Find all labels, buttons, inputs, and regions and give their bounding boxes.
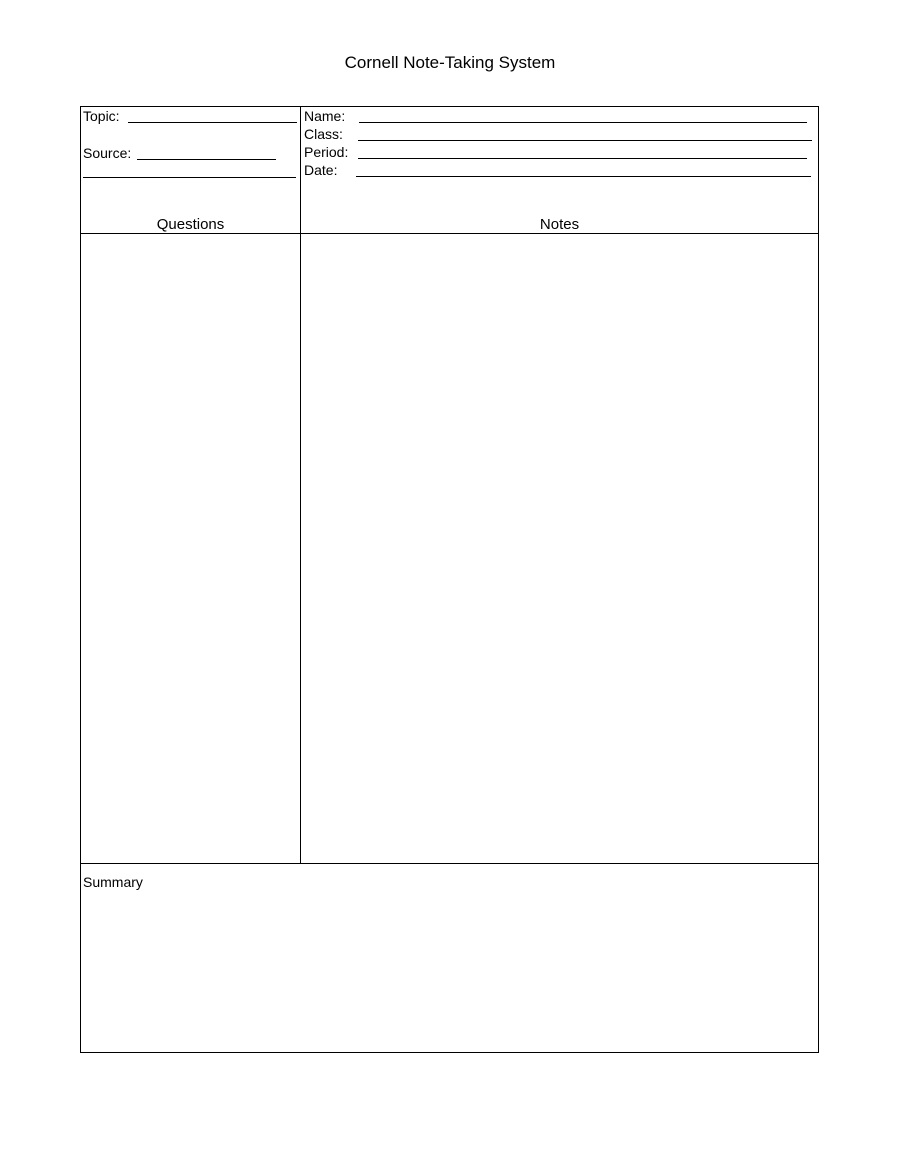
class-label: Class:	[304, 126, 343, 142]
questions-area[interactable]	[81, 235, 299, 862]
summary-label: Summary	[83, 874, 143, 890]
class-field[interactable]	[358, 140, 812, 141]
questions-heading: Questions	[156, 216, 225, 233]
page-title: Cornell Note-Taking System	[344, 53, 556, 72]
period-field[interactable]	[358, 158, 807, 159]
name-label: Name:	[304, 108, 346, 124]
header-divider	[81, 233, 818, 234]
source-field[interactable]	[137, 159, 276, 160]
notes-heading: Notes	[539, 216, 580, 233]
notes-area[interactable]	[302, 235, 817, 862]
period-label: Period:	[304, 144, 349, 160]
topic-field[interactable]	[128, 122, 297, 123]
name-field[interactable]	[359, 122, 807, 123]
source-label: Source:	[83, 145, 132, 161]
date-label: Date:	[304, 162, 338, 178]
summary-divider	[81, 863, 818, 864]
cornell-notes-form	[80, 106, 819, 1053]
topic-label: Topic:	[83, 108, 120, 124]
column-divider	[300, 107, 301, 864]
summary-area[interactable]	[81, 893, 817, 1048]
source-field-continued[interactable]	[83, 177, 296, 178]
date-field[interactable]	[356, 176, 811, 177]
